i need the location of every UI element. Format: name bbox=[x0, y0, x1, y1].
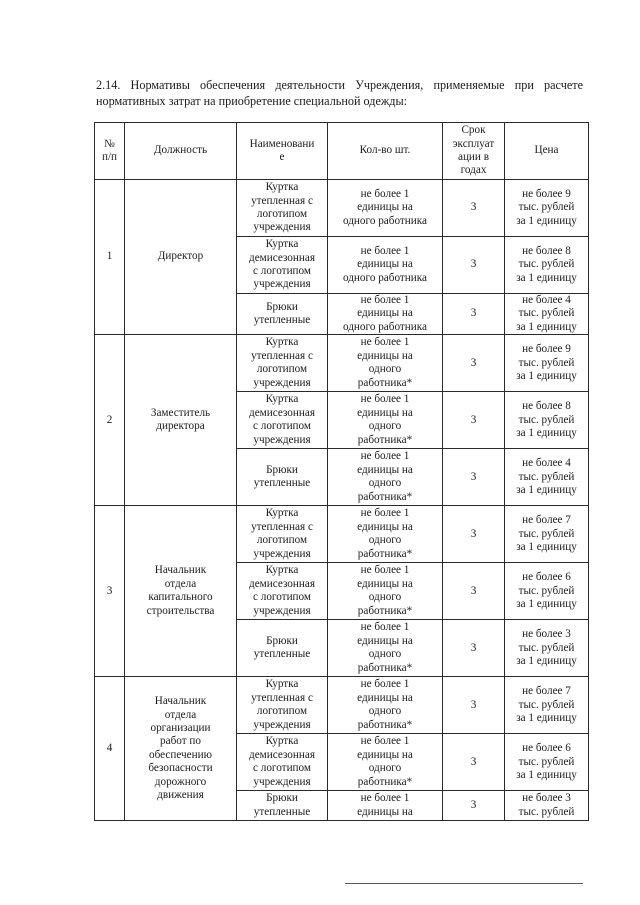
quantity-cell-line: единицы на bbox=[357, 691, 413, 704]
item-name-cell bbox=[237, 335, 328, 392]
item-name-cell-line: демисезонная bbox=[249, 251, 315, 264]
quantity-cell-line: единицы на bbox=[357, 406, 413, 419]
quantity-cell bbox=[328, 791, 443, 821]
service-life-cell: 3 bbox=[443, 449, 505, 506]
price-cell-line: тыс. рублей bbox=[518, 527, 575, 540]
header-service-life-line: Срок bbox=[461, 124, 486, 137]
position-cell bbox=[125, 506, 237, 677]
price-cell-line: тыс. рублей bbox=[518, 356, 575, 369]
quantity-cell-line: одного bbox=[368, 534, 402, 547]
quantity-cell-line: одного bbox=[368, 762, 402, 775]
item-name-cell-line: с логотипом bbox=[252, 265, 312, 277]
quantity-cell-line: единицы на bbox=[357, 520, 413, 533]
header-service-life-line: ации в bbox=[457, 151, 489, 163]
quantity-cell-line: единицы на bbox=[357, 307, 413, 320]
quantity-cell-line: единицы на bbox=[357, 805, 413, 818]
service-life-cell: 3 bbox=[443, 506, 505, 563]
price-cell-line: за 1 единицу bbox=[516, 369, 577, 382]
price-cell-line: тыс. рублей bbox=[518, 258, 575, 271]
position-cell-line: отдела bbox=[164, 577, 197, 590]
table-row bbox=[95, 335, 589, 392]
price-cell bbox=[505, 506, 589, 563]
quantity-cell-line: работника* bbox=[357, 604, 413, 617]
row-number: 1 bbox=[95, 180, 125, 335]
quantity-cell bbox=[328, 734, 443, 791]
table-row bbox=[95, 180, 589, 237]
quantity-cell-line: работника* bbox=[357, 775, 413, 788]
header-service-life-line: годах bbox=[460, 164, 487, 177]
item-name-cell bbox=[237, 180, 328, 237]
price-cell bbox=[505, 335, 589, 392]
quantity-cell-line: не более 1 bbox=[360, 244, 410, 257]
price-cell-line: за 1 единицу bbox=[516, 654, 577, 667]
price-cell-line: тыс. рублей bbox=[518, 805, 575, 818]
item-name-cell bbox=[237, 563, 328, 620]
price-cell-line: за 1 единицу bbox=[516, 711, 577, 724]
item-name-cell-line: утепленные bbox=[253, 314, 311, 327]
item-name-cell-line: демисезонная bbox=[249, 748, 315, 761]
item-name-cell-line: учреждения bbox=[253, 433, 311, 446]
service-life-cell: 3 bbox=[443, 791, 505, 821]
quantity-cell-line: не более 1 bbox=[360, 294, 410, 306]
quantity-cell-line: работника* bbox=[357, 490, 413, 503]
header-service-life-line: эксплуат bbox=[452, 137, 495, 150]
item-name-cell bbox=[237, 734, 328, 791]
item-name-cell-line: логотипом bbox=[256, 363, 308, 376]
header-position bbox=[125, 123, 237, 180]
quantity-cell-line: не более 1 bbox=[360, 678, 410, 691]
header-number-line: № bbox=[104, 137, 115, 150]
item-name-cell-line: утепленные bbox=[253, 648, 311, 661]
position-cell-line: организации bbox=[150, 721, 211, 734]
special-clothing-norms-table bbox=[94, 122, 589, 821]
quantity-cell bbox=[328, 335, 443, 392]
table-row bbox=[95, 677, 589, 734]
item-name-cell bbox=[237, 237, 328, 294]
quantity-cell-line: одного bbox=[368, 705, 402, 718]
item-name-cell-line: Брюки bbox=[266, 300, 298, 313]
item-name-cell-line: Брюки bbox=[266, 463, 298, 476]
item-name-cell bbox=[237, 449, 328, 506]
price-cell-line: тыс. рублей bbox=[518, 307, 575, 320]
quantity-cell bbox=[328, 563, 443, 620]
quantity-cell-line: работника* bbox=[357, 433, 413, 446]
price-cell-line: не более 7 bbox=[522, 685, 571, 698]
item-name-cell-line: Куртка bbox=[265, 336, 299, 349]
quantity-cell-line: не более 1 bbox=[360, 735, 410, 748]
quantity-cell-line: не более 1 bbox=[360, 564, 410, 577]
item-name-cell bbox=[237, 677, 328, 734]
table-body bbox=[95, 123, 589, 821]
price-cell-line: не более 8 bbox=[522, 244, 571, 257]
item-name-cell-line: Куртка bbox=[265, 507, 299, 520]
quantity-cell bbox=[328, 294, 443, 335]
item-name-cell-line: Брюки bbox=[266, 792, 298, 805]
row-number: 3 bbox=[95, 506, 125, 677]
price-cell-line: за 1 единицу bbox=[516, 214, 577, 227]
item-name-cell-line: Куртка bbox=[265, 393, 299, 406]
table-header-row bbox=[95, 123, 589, 180]
quantity-cell-line: одного bbox=[368, 420, 402, 433]
price-cell-line: за 1 единицу bbox=[516, 768, 577, 781]
item-name-cell-line: логотипом bbox=[256, 534, 308, 547]
header-position-line: Должность bbox=[153, 144, 208, 157]
item-name-cell bbox=[237, 620, 328, 677]
header-number bbox=[95, 123, 125, 180]
service-life-cell: 3 bbox=[443, 294, 505, 335]
item-name-cell-line: Куртка bbox=[265, 238, 299, 251]
position-cell-line: работ по bbox=[160, 735, 201, 748]
price-cell-line: тыс. рублей bbox=[518, 698, 575, 711]
position-cell-line: движения bbox=[157, 788, 204, 801]
quantity-cell-line: единицы на bbox=[357, 463, 413, 476]
row-number: 2 bbox=[95, 335, 125, 506]
header-quantity-line: Кол-во шт. bbox=[359, 144, 411, 157]
price-cell-line: за 1 единицу bbox=[516, 271, 577, 284]
heading-line: 2.14. Нормативы обеспечения деятельности Учреждения, применяемые при расчете bbox=[96, 78, 583, 92]
price-cell-line: не более 9 bbox=[522, 343, 571, 356]
position-cell bbox=[125, 180, 237, 335]
quantity-cell bbox=[328, 449, 443, 506]
price-cell-line: тыс. рублей bbox=[518, 413, 575, 426]
quantity-cell-line: работника* bbox=[357, 376, 413, 389]
item-name-cell-line: демисезонная bbox=[249, 577, 315, 590]
position-cell-line: безопасности bbox=[148, 762, 213, 775]
quantity-cell-line: одного bbox=[368, 477, 402, 490]
item-name-cell-line: Куртка bbox=[265, 678, 299, 691]
quantity-cell-line: одного bbox=[368, 363, 402, 376]
quantity-cell-line: единицы на bbox=[357, 634, 413, 647]
price-cell bbox=[505, 620, 589, 677]
service-life-cell: 3 bbox=[443, 392, 505, 449]
price-cell-line: не более 7 bbox=[522, 514, 571, 527]
quantity-cell bbox=[328, 237, 443, 294]
item-name-cell-line: Куртка bbox=[265, 735, 299, 748]
service-life-cell: 3 bbox=[443, 180, 505, 237]
item-name-cell bbox=[237, 791, 328, 821]
quantity-cell-line: не более 1 bbox=[360, 393, 410, 406]
price-cell-line: тыс. рублей bbox=[518, 641, 575, 654]
header-price-line: Цена bbox=[534, 144, 559, 157]
price-cell-line: тыс. рублей bbox=[518, 584, 575, 597]
item-name-cell-line: учреждения bbox=[253, 221, 311, 234]
quantity-cell-line: единицы на bbox=[357, 258, 413, 271]
price-cell-line: не более 3 bbox=[522, 628, 571, 641]
quantity-cell-line: не более 1 bbox=[360, 507, 410, 520]
quantity-cell-line: одного работника bbox=[342, 320, 428, 333]
position-cell-line: отдела bbox=[164, 708, 197, 721]
quantity-cell-line: не более 1 bbox=[360, 792, 410, 805]
header-price bbox=[505, 123, 589, 180]
position-cell-line: капитального bbox=[148, 591, 213, 604]
position-cell-line: Начальник bbox=[154, 564, 207, 577]
header-item-name bbox=[237, 123, 328, 180]
price-cell-line: тыс. рублей bbox=[518, 470, 575, 483]
price-cell-line: за 1 единицу bbox=[516, 320, 577, 333]
price-cell bbox=[505, 294, 589, 335]
price-cell-line: за 1 единицу bbox=[516, 597, 577, 610]
price-cell-line: не более 6 bbox=[522, 742, 571, 755]
price-cell-line: не более 4 bbox=[522, 457, 571, 470]
item-name-cell-line: учреждения bbox=[253, 376, 311, 389]
position-cell-line: Заместитель bbox=[150, 406, 211, 419]
price-cell-line: за 1 единицу bbox=[516, 426, 577, 439]
service-life-cell: 3 bbox=[443, 563, 505, 620]
item-name-cell-line: учреждения bbox=[253, 604, 311, 617]
price-cell-line: за 1 единицу bbox=[516, 540, 577, 553]
item-name-cell-line: демисезонная bbox=[249, 406, 315, 419]
item-name-cell-line: с логотипом bbox=[252, 762, 312, 775]
item-name-cell-line: учреждения bbox=[253, 547, 311, 560]
item-name-cell-line: логотипом bbox=[256, 705, 308, 718]
quantity-cell-line: не более 1 bbox=[360, 187, 410, 200]
price-cell-line: тыс. рублей bbox=[518, 755, 575, 768]
item-name-cell-line: утепленная с bbox=[251, 520, 313, 533]
section-heading bbox=[96, 77, 583, 109]
quantity-cell bbox=[328, 180, 443, 237]
table-row bbox=[95, 506, 589, 563]
position-cell bbox=[125, 677, 237, 821]
price-cell-line: не более 4 bbox=[522, 294, 571, 306]
item-name-cell-line: учреждения bbox=[253, 718, 311, 731]
footer-rule bbox=[345, 883, 583, 884]
quantity-cell bbox=[328, 677, 443, 734]
quantity-cell-line: одного работника bbox=[342, 214, 428, 227]
position-cell-line: строительства bbox=[146, 604, 215, 617]
quantity-cell-line: единицы на bbox=[357, 577, 413, 590]
quantity-cell-line: единицы на bbox=[357, 201, 413, 214]
item-name-cell-line: с логотипом bbox=[252, 591, 312, 604]
item-name-cell-line: утепленные bbox=[253, 477, 311, 490]
item-name-cell-line: Брюки bbox=[266, 634, 298, 647]
quantity-cell bbox=[328, 620, 443, 677]
quantity-cell-line: одного работника bbox=[342, 271, 428, 284]
price-cell-line: не более 3 bbox=[522, 792, 571, 805]
position-cell-line: дорожного bbox=[154, 775, 207, 788]
row-number: 4 bbox=[95, 677, 125, 821]
quantity-cell-line: единицы на bbox=[357, 748, 413, 761]
price-cell-line: за 1 единицу bbox=[516, 483, 577, 496]
header-item-name-line: Наименовани bbox=[249, 137, 315, 150]
header-service-life bbox=[443, 123, 505, 180]
item-name-cell-line: утепленная с bbox=[251, 194, 313, 207]
quantity-cell-line: работника* bbox=[357, 661, 413, 674]
item-name-cell bbox=[237, 294, 328, 335]
quantity-cell-line: одного bbox=[368, 591, 402, 604]
item-name-cell-line: утепленные bbox=[253, 805, 311, 818]
quantity-cell-line: не более 1 bbox=[360, 336, 410, 349]
service-life-cell: 3 bbox=[443, 237, 505, 294]
item-name-cell-line: утепленная с bbox=[251, 691, 313, 704]
quantity-cell bbox=[328, 506, 443, 563]
position-cell-line: обеспечению bbox=[149, 748, 212, 761]
quantity-cell-line: единицы на bbox=[357, 349, 413, 362]
position-cell-line: директора bbox=[156, 420, 205, 433]
header-quantity bbox=[328, 123, 443, 180]
header-item-name-line: е bbox=[279, 151, 285, 163]
quantity-cell-line: не более 1 bbox=[360, 621, 410, 634]
price-cell bbox=[505, 180, 589, 237]
heading-line: нормативных затрат на приобретение специальной одежды: bbox=[96, 94, 408, 108]
quantity-cell-line: работника* bbox=[357, 718, 413, 731]
price-cell bbox=[505, 237, 589, 294]
price-cell bbox=[505, 392, 589, 449]
item-name-cell-line: логотипом bbox=[256, 208, 308, 220]
quantity-cell-line: одного bbox=[368, 648, 402, 661]
item-name-cell-line: утепленная с bbox=[251, 349, 313, 362]
position-cell-line: Начальник bbox=[154, 695, 207, 708]
item-name-cell-line: Куртка bbox=[265, 181, 299, 194]
price-cell-line: не более 6 bbox=[522, 571, 571, 584]
service-life-cell: 3 bbox=[443, 335, 505, 392]
item-name-cell-line: с логотипом bbox=[252, 420, 312, 433]
price-cell bbox=[505, 734, 589, 791]
service-life-cell: 3 bbox=[443, 620, 505, 677]
price-cell-line: тыс. рублей bbox=[518, 201, 575, 214]
price-cell-line: не более 8 bbox=[522, 400, 571, 413]
item-name-cell-line: учреждения bbox=[253, 278, 311, 291]
service-life-cell: 3 bbox=[443, 677, 505, 734]
service-life-cell: 3 bbox=[443, 734, 505, 791]
price-cell bbox=[505, 677, 589, 734]
position-cell bbox=[125, 335, 237, 506]
price-cell-line: не более 9 bbox=[522, 187, 571, 200]
item-name-cell bbox=[237, 506, 328, 563]
item-name-cell bbox=[237, 392, 328, 449]
quantity-cell-line: не более 1 bbox=[360, 450, 410, 463]
item-name-cell-line: учреждения bbox=[253, 775, 311, 788]
price-cell bbox=[505, 563, 589, 620]
quantity-cell-line: работника* bbox=[357, 547, 413, 560]
position-cell-line: Директор bbox=[157, 250, 204, 263]
item-name-cell-line: Куртка bbox=[265, 564, 299, 577]
price-cell bbox=[505, 449, 589, 506]
quantity-cell bbox=[328, 392, 443, 449]
header-number-line: п/п bbox=[101, 151, 118, 163]
price-cell bbox=[505, 791, 589, 821]
